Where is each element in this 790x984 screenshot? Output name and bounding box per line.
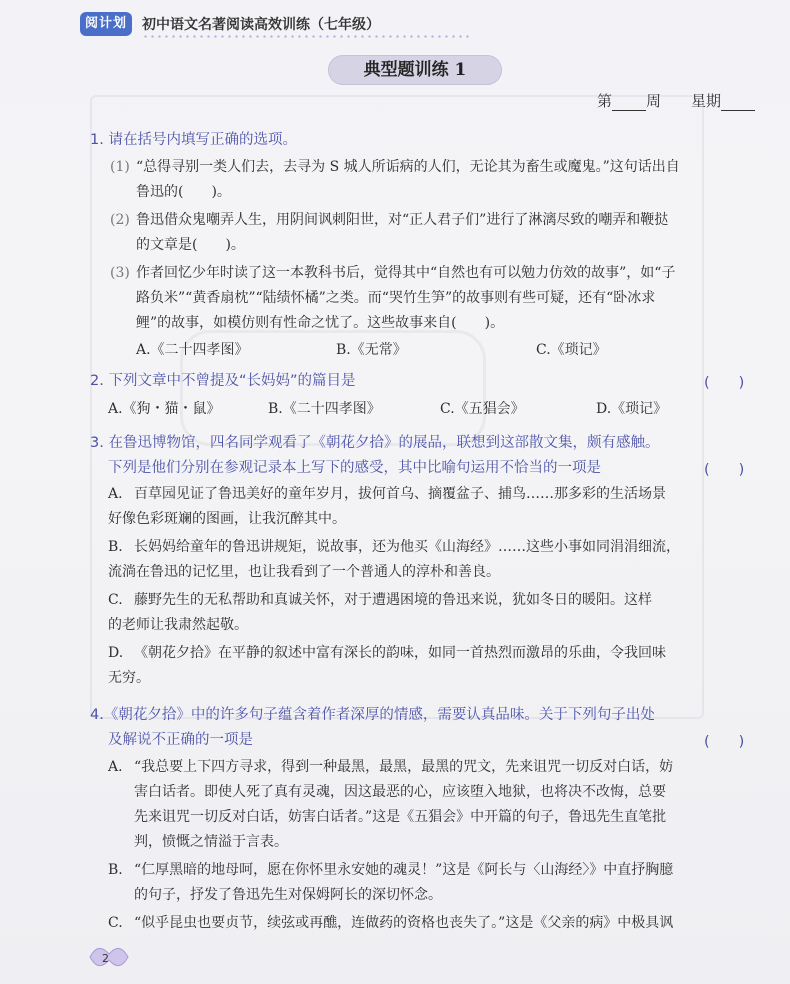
q2-option-d[interactable]: D.《琐记》: [596, 401, 668, 417]
q3-answer-parens[interactable]: ( ): [704, 462, 745, 478]
q3-option-a-line-1: 百草园见证了鲁迅美好的童年岁月，拔何首乌、摘覆盆子、捕鸟……那多彩的生活场景: [134, 486, 666, 502]
q4-option-a-line-2: 害白话者。即使人死了真有灵魂，因这最恶的心，应该堕入地狱，也将决不改悔，总要: [134, 784, 666, 800]
q2-option-a[interactable]: A.《狗・猫・鼠》: [108, 401, 221, 417]
q3-option-c-line-2: 的老师让我肃然起敬。: [108, 617, 248, 633]
question-3-stem-line-2: 下列是他们分别在参观记录本上写下的感受，其中比喻句运用不恰当的一项是: [108, 460, 601, 476]
book-title: 初中语文名著阅读高效训练（七年级）: [142, 17, 380, 33]
q3-option-c-label[interactable]: C.: [108, 592, 123, 608]
q4-option-b-line-2: 的句子，抒发了鲁迅先生对保姆阿长的深切怀念。: [134, 887, 442, 903]
week-day-line: [597, 90, 755, 111]
q3-option-d-line-2: 无穷。: [108, 670, 150, 686]
q1-item-2-line-2[interactable]: 的文章是( )。: [136, 237, 245, 253]
question-1-stem: 1. 请在括号内填写正确的选项。: [90, 132, 297, 148]
q4-option-b-line-1: “仁厚黑暗的地母呵，愿在你怀里永安她的魂灵！”这是《阿长与〈山海经〉》中直抒胸臆: [134, 862, 674, 878]
header-dotted-rule: [142, 35, 472, 38]
q3-option-c-line-1: 藤野先生的无私帮助和真诚关怀，对于遭遇困境的鲁迅来说，犹如冬日的暖阳。这样: [134, 592, 652, 608]
q1-item-3-line-1: 作者回忆少年时读了这一本教科书后，觉得其中“自然也有可以勉力仿效的故事”，如“子: [136, 265, 676, 281]
q1-item-2-number: (2): [110, 212, 130, 228]
week-blank: [612, 94, 646, 111]
page-number-ribbon-icon: [86, 944, 132, 970]
q1-item-3-line-2: 路负米”“黄香扇枕”“陆绩怀橘”之类。而“哭竹生笋”的故事则有些可疑，还有“卧冰求: [136, 290, 656, 306]
q4-option-b-label[interactable]: B.: [108, 862, 123, 878]
q2-option-c[interactable]: C.《五猖会》: [440, 401, 525, 417]
q1-item-1-line-1: “总得寻别一类人们去，去寻为 S 城人所诟病的人们，无论其为畜生或魔鬼。”这句话出自: [136, 159, 680, 175]
section-title: 典型题训练 1: [363, 60, 467, 80]
q1-option-c[interactable]: C.《琐记》: [536, 342, 607, 358]
q1-item-1-line-2[interactable]: 鲁迅的( )。: [136, 184, 231, 200]
q4-option-a-line-4: 判，愤慨之情溢于言表。: [134, 834, 288, 850]
q1-item-3-line-3[interactable]: 鲤”的故事，如模仿则有性命之忧了。这些故事来自( )。: [136, 315, 505, 331]
series-logo: 阅计划: [80, 12, 132, 36]
q4-option-a-line-3: 先来诅咒一切反对白话，妨害白话者。”这是《五猖会》中开篇的句子，鲁迅先生直笔批: [134, 809, 667, 825]
q3-option-d-label[interactable]: D.: [108, 645, 124, 661]
q4-option-a-line-1: “我总要上下四方寻求，得到一种最黑，最黑，最黑的咒文，先来诅咒一切反对白话，妨: [134, 759, 674, 775]
day-label: 星期: [691, 92, 722, 110]
question-3-stem-line-1: 3. 在鲁迅博物馆，四名同学观看了《朝花夕拾》的展品，联想到这部散文集，颇有感触。: [90, 435, 660, 451]
page-header: [80, 10, 720, 40]
q1-item-3-number: (3): [110, 265, 130, 281]
week-label: 周: [646, 92, 662, 110]
q3-option-b-line-2: 流淌在鲁迅的记忆里，也让我看到了一个普通人的淳朴和善良。: [108, 564, 500, 580]
q3-option-a-line-2: 好像色彩斑斓的图画，让我沉醉其中。: [108, 511, 346, 527]
q1-option-b[interactable]: B.《无常》: [336, 342, 407, 358]
q1-item-2-line-1: 鲁迅借众鬼嘲弄人生，用阴间讽刺阳世，对“正人君子们”进行了淋漓尽致的嘲弄和鞭挞: [136, 212, 669, 228]
question-2-stem: 2. 下列文章中不曾提及“长妈妈”的篇目是: [90, 373, 356, 389]
q2-option-b[interactable]: B.《二十四孝图》: [268, 401, 381, 417]
week-prefix: 第: [597, 92, 613, 110]
page-number: 2: [102, 952, 109, 965]
q4-option-c-line-1: “似乎昆虫也要贞节，续弦或再醮，连做药的资格也丧失了。”这是《父亲的病》中极具讽: [134, 915, 674, 931]
q3-option-d-line-1: 《朝花夕拾》在平静的叙述中富有深长的韵味，如同一首热烈而激昂的乐曲，令我回味: [134, 645, 666, 661]
q3-option-b-label[interactable]: B.: [108, 539, 123, 555]
question-4-stem-line-1: 4.《朝花夕拾》中的许多句子蕴含着作者深厚的情感，需要认真品味。关于下列句子出处: [90, 707, 655, 723]
q1-item-1-number: (1): [110, 159, 130, 175]
day-blank: [721, 94, 755, 111]
q3-option-a-label[interactable]: A.: [108, 486, 123, 502]
section-title-banner: [328, 55, 502, 85]
q4-option-a-label[interactable]: A.: [108, 759, 123, 775]
q2-answer-parens[interactable]: ( ): [704, 375, 745, 391]
question-4-stem-line-2: 及解说不正确的一项是: [108, 732, 253, 748]
q1-option-a[interactable]: A.《二十四孝图》: [136, 342, 249, 358]
q3-option-b-line-1: 长妈妈给童年的鲁迅讲规矩，说故事，还为他买《山海经》……这些小事如同涓涓细流，: [134, 539, 680, 555]
q4-answer-parens[interactable]: ( ): [704, 734, 745, 750]
q4-option-c-label[interactable]: C.: [108, 915, 123, 931]
